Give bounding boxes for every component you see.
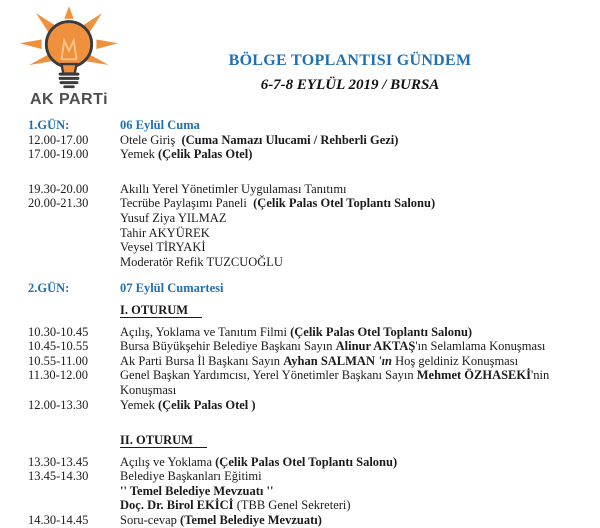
page-subtitle: 6-7-8 EYLÜL 2019 / BURSA	[260, 77, 440, 93]
text-segment: Alinur AKTAŞ	[335, 339, 416, 354]
text-segment: '' Temel Belediye Mevzuatı ''	[120, 483, 274, 498]
content-cell	[120, 211, 600, 226]
text-segment: (Çelik Palas Otel Toplantı Salonu)	[290, 324, 473, 339]
spacer	[0, 412, 600, 433]
session-header-row	[0, 303, 600, 318]
agenda-row	[0, 368, 600, 397]
text-segment: 06 Eylül Cuma	[120, 118, 200, 132]
text-segment: Ak Parti Bursa İl Başkanı Sayın	[120, 353, 284, 368]
agenda-row	[0, 469, 600, 484]
time-cell: 12.00-17.00	[28, 132, 89, 147]
content-cell	[120, 133, 600, 148]
agenda-row	[0, 226, 600, 241]
content-cell	[120, 339, 600, 354]
text-segment: (Çelik Palas Otel Toplantı Salonu)	[215, 454, 398, 469]
lightbulb-icon	[17, 6, 121, 90]
time-cell: 1.GÜN:	[28, 118, 70, 132]
text-segment: Soru-cevap	[120, 513, 181, 528]
content-cell	[120, 118, 600, 133]
party-name: AK PARTi	[29, 91, 109, 108]
text-segment: (TBB Genel Sekreteri)	[236, 498, 351, 513]
text-segment: Tahir AKYÜREK	[120, 225, 210, 240]
spacer	[0, 448, 600, 455]
time-cell	[0, 255, 120, 270]
agenda-body	[0, 116, 600, 528]
content-cell	[120, 182, 600, 197]
time-cell: 10.30-10.45	[28, 324, 89, 339]
content-cell	[120, 354, 600, 369]
time-cell: 10.45-10.55	[28, 339, 89, 354]
content-cell	[120, 255, 600, 270]
agenda-row	[0, 339, 600, 354]
text-segment: (Cuma Namazı Ulucami / Rehberli Gezi)	[181, 132, 399, 147]
text-segment: Veysel TİRYAKİ	[120, 240, 206, 255]
agenda-row	[0, 182, 600, 197]
text-segment: Otele Giriş	[120, 132, 182, 147]
content-cell	[120, 196, 600, 211]
text-segment: 'nin Konuşması	[120, 368, 553, 397]
time-cell: 20.00-21.30	[28, 196, 89, 211]
day-header-row	[0, 118, 600, 133]
text-segment: Genel Başkan Yardımcısı, Yerel Yönetimler Başkanı Sayın	[120, 368, 417, 383]
text-segment: Açılış, Yoklama ve Tanıtım Filmi	[120, 324, 291, 339]
agenda-row	[0, 133, 600, 148]
content-cell	[120, 498, 600, 513]
spacer	[0, 296, 600, 303]
text-segment: (Temel Belediye Mevzuatı)	[180, 513, 322, 528]
session-header-row	[0, 433, 600, 448]
text-segment: Tecrübe Paylaşımı Paneli	[120, 196, 254, 211]
agenda-row	[0, 196, 600, 211]
content-cell	[120, 325, 600, 340]
agenda-row	[0, 398, 600, 413]
time-cell: 10.55-11.00	[28, 353, 88, 368]
text-segment: (Çelik Palas Otel )	[157, 397, 256, 412]
content-cell	[120, 303, 600, 318]
time-cell: 17.00-19.00	[28, 147, 89, 162]
text-segment: Yusuf Ziya YILMAZ	[120, 210, 227, 225]
content-cell	[120, 240, 600, 255]
akparti-logo	[14, 6, 124, 109]
time-cell	[0, 303, 120, 318]
time-cell: 12.00-13.30	[28, 397, 89, 412]
content-cell	[120, 368, 600, 397]
time-cell: 19.30-20.00	[28, 181, 89, 196]
agenda-row	[0, 455, 600, 470]
text-segment: 07 Eylül Cumartesi	[120, 281, 224, 296]
agenda-row	[0, 498, 600, 513]
day-header-row	[0, 281, 600, 296]
time-cell	[0, 240, 120, 255]
content-cell	[120, 513, 600, 528]
agenda-row	[0, 147, 600, 162]
agenda-row	[0, 484, 600, 499]
text-segment: Ayhan SALMAN	[283, 353, 379, 368]
time-cell	[0, 211, 120, 226]
time-cell: 14.30-14.45	[28, 513, 89, 528]
content-cell	[120, 433, 600, 448]
text-segment: Doç. Dr. Birol EKİCİ	[120, 498, 237, 513]
time-cell: 11.30-12.00	[28, 368, 88, 383]
content-cell	[120, 147, 600, 162]
time-cell: 13.30-13.45	[28, 454, 89, 469]
time-cell	[0, 484, 120, 499]
spacer	[0, 269, 600, 281]
text-segment: Hoş geldiniz Konuşması	[392, 353, 519, 368]
text-segment: Moderatör Refik TUZCUOĞLU	[120, 254, 283, 269]
time-cell: 13.45-14.30	[28, 469, 89, 484]
agenda-row	[0, 354, 600, 369]
text-segment: Belediye Başkanları Eğitimi	[120, 469, 262, 484]
page-title: BÖLGE TOPLANTISI GÜNDEM	[228, 52, 472, 69]
time-cell	[0, 433, 120, 448]
content-cell	[120, 226, 600, 241]
text-segment: Akıllı Yerel Yönetimler Uygulaması Tanıtımı	[120, 181, 347, 196]
time-cell	[0, 226, 120, 241]
agenda-row	[0, 325, 600, 340]
agenda-row	[0, 255, 600, 270]
text-segment: (Çelik Palas Otel Toplantı Salonu)	[253, 196, 436, 211]
spacer	[0, 318, 600, 325]
content-cell	[120, 281, 600, 296]
text-segment: Yemek	[120, 147, 158, 162]
time-cell: 2.GÜN:	[28, 281, 70, 296]
time-cell	[0, 498, 120, 513]
document-header	[130, 52, 570, 94]
text-segment: (Çelik Palas Otel)	[157, 147, 253, 162]
text-segment: 'ın	[378, 353, 393, 368]
content-cell	[120, 469, 600, 484]
agenda-row	[0, 513, 600, 528]
spacer	[0, 162, 600, 182]
text-segment: II. OTURUM	[120, 433, 207, 448]
text-segment: Açılış ve Yoklama	[120, 454, 216, 469]
text-segment: I. OTURUM	[120, 303, 202, 318]
text-segment: 'ın Selamlama Konuşması	[415, 339, 546, 354]
text-segment: Yemek	[120, 397, 158, 412]
agenda-row	[0, 240, 600, 255]
content-cell	[120, 398, 600, 413]
content-cell	[120, 455, 600, 470]
agenda-row	[0, 211, 600, 226]
text-segment: Mehmet ÖZHASEKİ	[416, 368, 531, 383]
text-segment: Bursa Büyükşehir Belediye Başkanı Sayın	[120, 339, 336, 354]
content-cell	[120, 484, 600, 499]
